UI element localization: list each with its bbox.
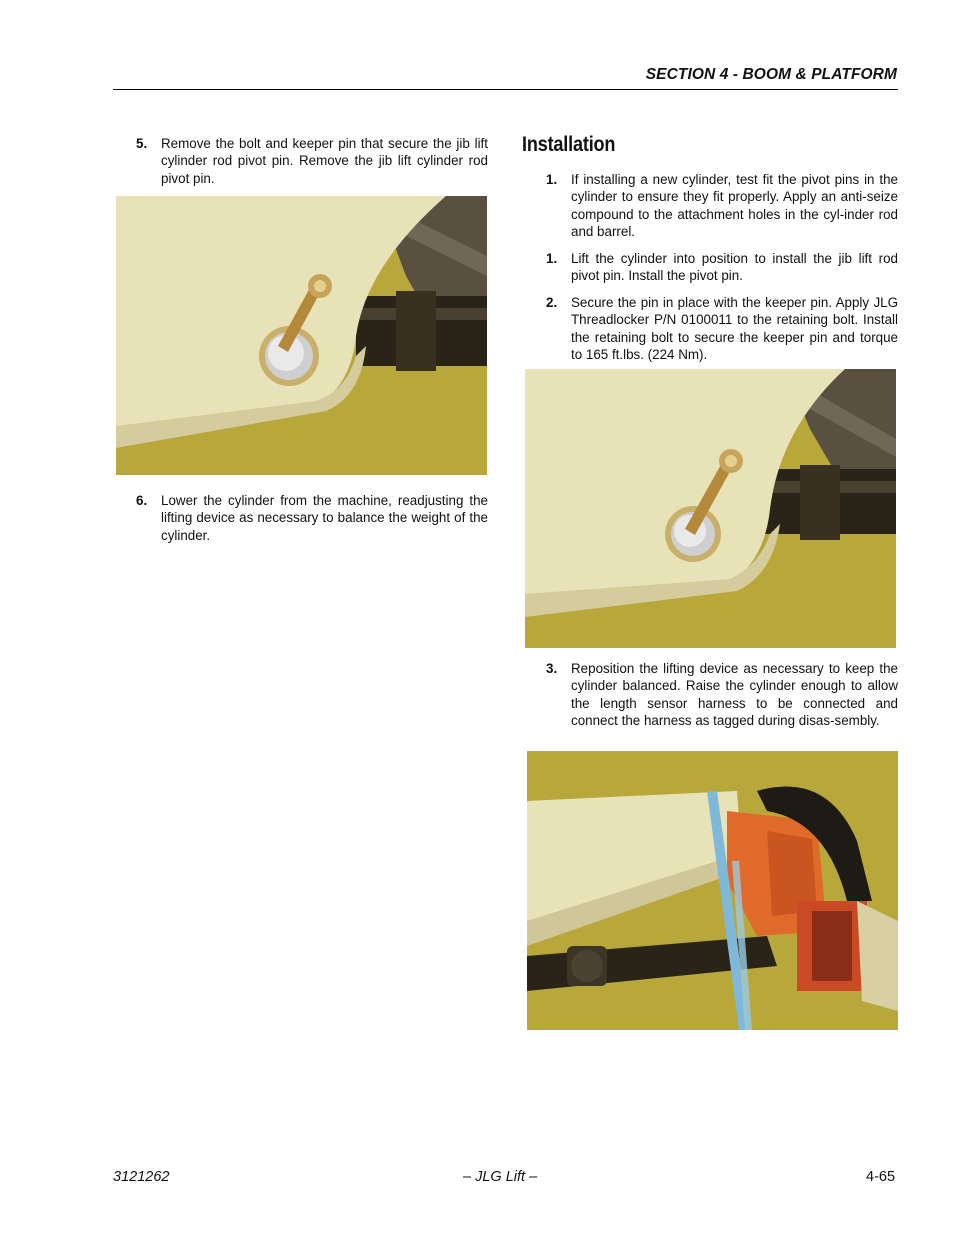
footer-page-number: 4-65 — [866, 1169, 896, 1185]
step-text: Lift the cylinder into position to install the jib lift rod pivot pin. Install the pivot pin. — [571, 251, 898, 284]
step-number: 2. — [546, 295, 558, 310]
step-text: Remove the bolt and keeper pin that secure the jib lift cylinder rod pivot pin. Remove the jib lift cylinder rod pivot pin. — [161, 136, 488, 186]
step-number: 3. — [546, 661, 558, 676]
installation-heading: Installation — [522, 133, 616, 156]
step-text: Reposition the lifting device as necessary to keep the cylinder balanced. Raise the cylinder enough to allow the length sensor harness to be connected and connect the harness as tagged during disas-sembly. — [571, 661, 898, 728]
step-text: If installing a new cylinder, test fit the pivot pins in the cylinder to ensure they fit properly. Apply an anti-seize compound to the attachment holes in the cyl-inder rod and barrel. — [571, 172, 898, 239]
step-number: 1. — [546, 172, 558, 187]
step-text: Secure the pin in place with the keeper pin. Apply JLG Threadlocker P/N 0100011 to the retaining bolt. Install the retaining bolt to secure the keeper pin and torque to 165 ft.lbs. (224 Nm). — [571, 295, 898, 362]
step-number: 1. — [546, 251, 558, 266]
photo-pivot-pin-removal — [116, 196, 487, 475]
step-number: 6. — [136, 493, 148, 508]
step-number: 5. — [136, 136, 148, 151]
photo-pivot-pin-installed — [525, 369, 896, 648]
header-rule — [113, 89, 898, 90]
photo-cylinder-harness — [527, 751, 898, 1030]
footer-doc-number: 3121262 — [113, 1169, 170, 1185]
footer-center: – JLG Lift – — [463, 1169, 538, 1185]
step-text: Lower the cylinder from the machine, readjusting the lifting device as necessary to balance the weight of the cylinder. — [161, 493, 488, 543]
section-title: SECTION 4 - BOOM & PLATFORM — [645, 66, 897, 83]
